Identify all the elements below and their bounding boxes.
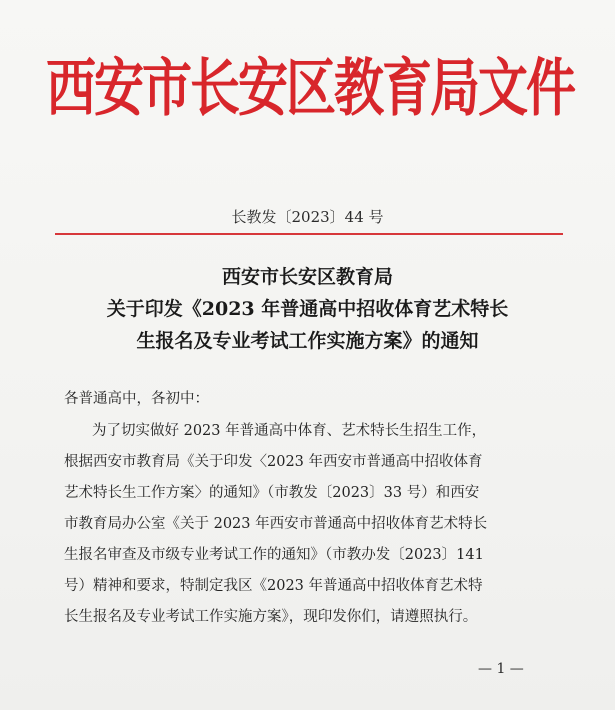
body-line: 生报名审查及市级专业考试工作的通知》（市教办发〔2023〕141 (64, 547, 484, 563)
body-paragraph (64, 416, 574, 633)
title-line-3: 生报名及专业考试工作实施方案》的通知 (136, 330, 479, 352)
document-number: 长教发〔2023〕44 号 (231, 208, 384, 226)
body-line: 长生报名及专业考试工作实施方案》，现印发你们，请遵照执行。 (64, 609, 478, 625)
page-number: — 1 — (478, 661, 524, 677)
document-title (0, 261, 615, 357)
document-issuer-header: 西安市长安区教育局文件 (46, 50, 574, 125)
body-line: 市教育局办公室《关于 2023 年西安市普通高中招收体育艺术特长 (64, 516, 488, 532)
body-line: 号）精神和要求，特制定我区《2023 年普通高中招收体育艺术特 (64, 578, 483, 594)
title-line-2: 关于印发《2023 年普通高中招收体育艺术特长 (106, 298, 509, 320)
body-line: 艺术特长生工作方案〉的通知》（市教发〔2023〕33 号）和西安 (64, 485, 480, 501)
title-line-1: 西安市长安区教育局 (221, 266, 393, 288)
red-divider-line (55, 233, 563, 235)
salutation: 各普通高中，各初中： (64, 391, 209, 407)
body-line: 根据西安市教育局《关于印发〈2023 年西安市普通高中招收体育 (64, 454, 483, 470)
body-line: 为了切实做好 2023 年普通高中体育、艺术特长生招生工作， (92, 423, 487, 439)
